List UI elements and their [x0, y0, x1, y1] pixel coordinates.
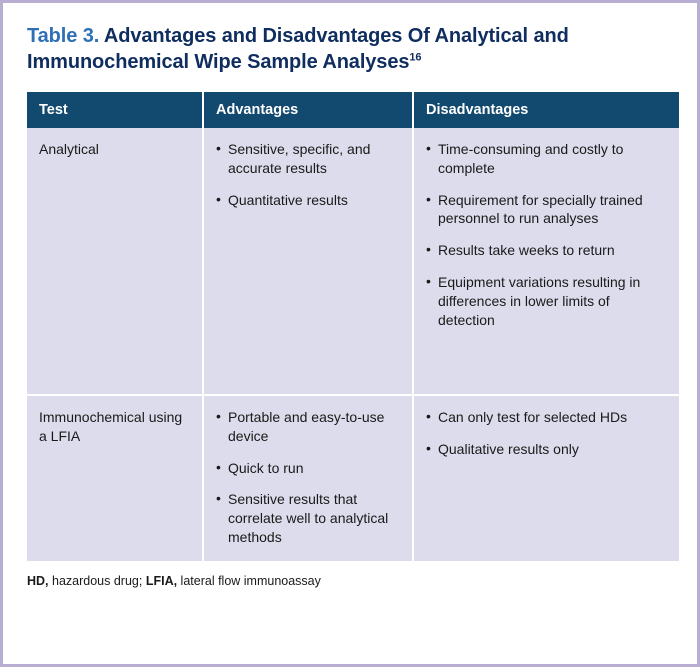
list-item: • Quick to run [216, 459, 400, 478]
cell-advantages-immunochemical [203, 395, 413, 561]
list-item: • Qualitative results only [426, 440, 667, 459]
footnote-def-hd: hazardous drug; [48, 574, 146, 589]
advantages-list [216, 140, 400, 210]
advantages-list [216, 408, 400, 547]
disadvantages-list [426, 140, 667, 330]
list-item: • Time-consuming and costly to complete [426, 140, 667, 178]
list-item: • Quantitative results [216, 191, 400, 210]
cell-disadvantages-immunochemical [413, 395, 679, 561]
footnote-abbr-hd: HD, [27, 574, 49, 589]
page-title [27, 23, 673, 76]
column-header-test: Test [27, 92, 203, 128]
comparison-table [27, 92, 679, 561]
table-row [27, 395, 679, 561]
cell-test-analytical: Analytical [27, 128, 203, 395]
column-header-advantages: Advantages [203, 92, 413, 128]
cell-test-immunochemical: Immunochemical using a LFIA [27, 395, 203, 561]
disadvantages-list [426, 408, 667, 459]
footnote-def-lfia: lateral flow immunoassay [177, 574, 321, 589]
footnote-abbr-lfia: LFIA, [145, 574, 178, 589]
list-item: • Results take weeks to return [426, 241, 667, 260]
list-item: • Sensitive results that correlate well to analytical methods [216, 490, 400, 547]
table-row [27, 128, 679, 395]
table-header [27, 92, 679, 128]
table-header-row [27, 92, 679, 128]
table-title-text: Advantages and Disadvantages Of Analytical and Immunochemical Wipe Sample Analyses [27, 25, 569, 74]
title-superscript-reference: 16 [409, 51, 422, 64]
list-item: • Equipment variations resulting in differences in lower limits of detection [426, 273, 667, 330]
list-item: • Can only test for selected HDs [426, 408, 667, 427]
table-footnote [27, 573, 673, 591]
table-number: Table 3. [27, 25, 100, 47]
cell-advantages-analytical [203, 128, 413, 395]
table-body [27, 128, 679, 561]
list-item: • Portable and easy-to-use device [216, 408, 400, 446]
list-item: • Requirement for specially trained personnel to run analyses [426, 191, 667, 229]
cell-disadvantages-analytical [413, 128, 679, 395]
list-item: • Sensitive, specific, and accurate results [216, 140, 400, 178]
column-header-disadvantages: Disadvantages [413, 92, 679, 128]
